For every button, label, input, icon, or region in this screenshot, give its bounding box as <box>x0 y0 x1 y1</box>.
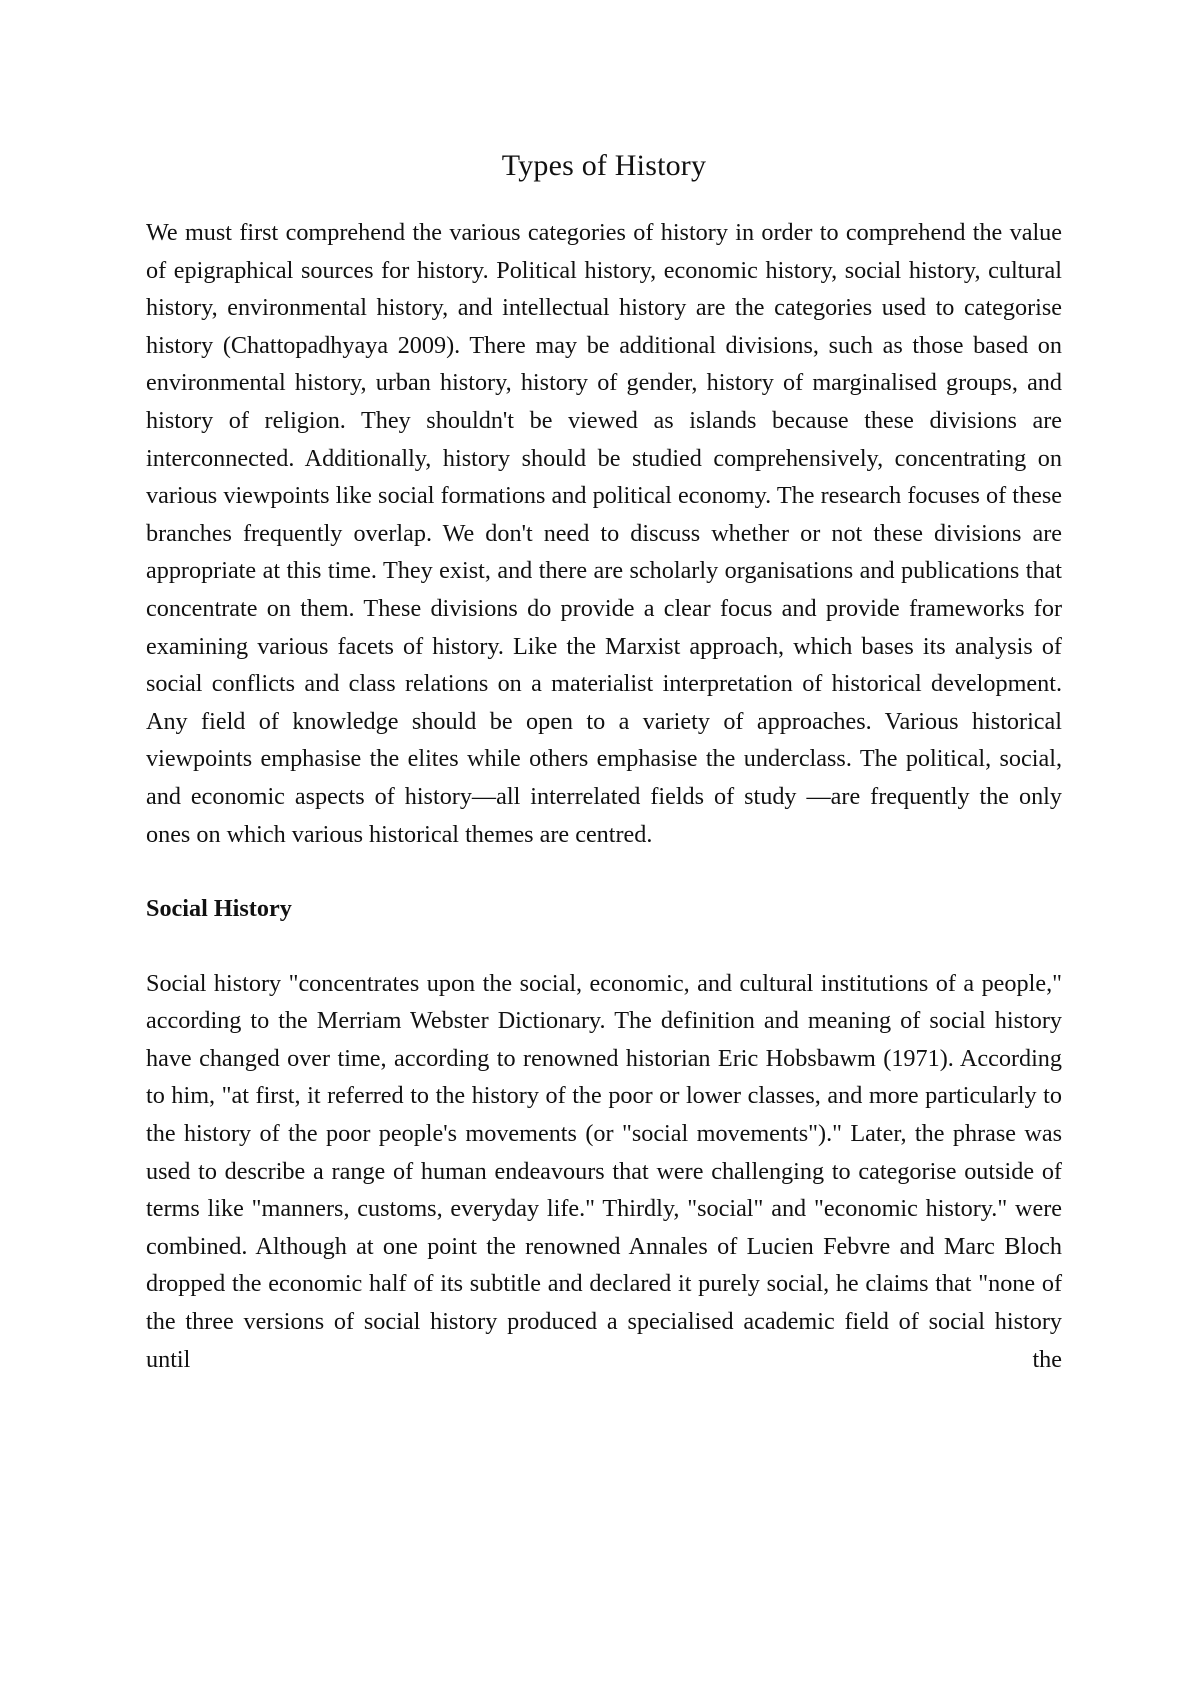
social-history-paragraph: Social history "concentrates upon the social, economic, and cultural institutions of a people," according to the Merriam Webster Dictionary. The definition and meaning of social history have changed over time, according to renowned historian Eric Hobsbawm (1971). According to him, "at first, it referred to the history of the poor or lower classes, and more particularly to the history of the poor people's movements (or "social movements")." Later, the phrase was used to describe a range of human endeavours that were challenging to categorise outside of terms like "manners, customs, everyday life." Thirdly, "social" and "economic history." were combined. Although at one point the renowned Annales of Lucien Febvre and Marc Bloch dropped the economic half of its subtitle and declared it purely social, he claims that "none of the three versions of social history produced a specialised academic field of social history until the <box>146 969 1062 1373</box>
intro-paragraph: We must first comprehend the various categories of history in order to comprehend the value of epigraphical sources for history. Political history, economic history, social history, cultural history, environmental history, and intellectual history are the categories used to categorise history (Chattopadhyaya 2009). There may be additional divisions, such as those based on environmental history, urban history, history of gender, history of marginalised groups, and history of religion. They shouldn't be viewed as islands because these divisions are interconnected. Additionally, history should be studied comprehensively, concentrating on various viewpoints like social formations and political economy. The research focuses of these branches frequently overlap. We don't need to discuss whether or not these divisions are appropriate at this time. They exist, and there are scholarly organisations and publications that concentrate on them. These divisions do provide a clear focus and provide frameworks for examining various facets of history. Like the Marxist approach, which bases its analysis of social conflicts and class relations on a materialist interpretation of historical development. Any field of knowledge should be open to a variety of approaches. Various historical viewpoints emphasise the elites while others emphasise the underclass. The political, social, and economic aspects of history—all interrelated fields of study —are frequently the only ones on which various historical themes are centred. <box>146 219 1062 848</box>
page-content <box>146 138 1062 1378</box>
section-heading-social-history: Social History <box>146 895 292 923</box>
document-title: Types of History <box>501 149 707 182</box>
